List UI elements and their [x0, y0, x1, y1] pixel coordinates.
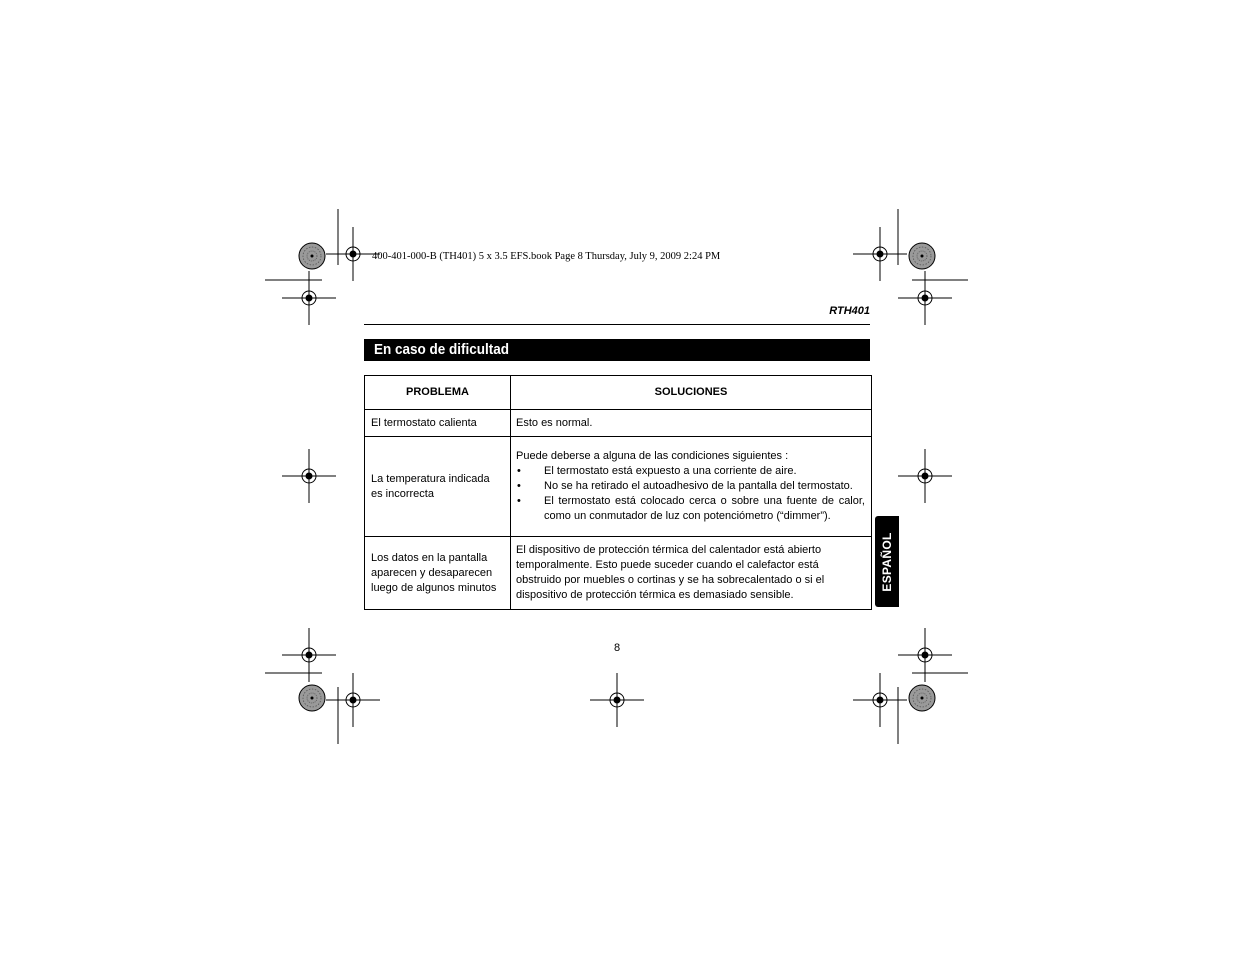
language-tab-label: ESPAÑOL [880, 531, 894, 592]
list-item-text: El termostato está colocado cerca o sobre una fuente de calor, como un conmutador de luz con potenciómetro (“dimmer”). [544, 495, 865, 522]
print-slug: 400-401-000-B (TH401) 5 x 3.5 EFS.book Page 8 Thursday, July 9, 2009 2:24 PM [372, 251, 721, 262]
problem-cell: Los datos en la pantalla aparecen y desaparecen luego de algunos minutos [365, 537, 511, 610]
solution-cell: Esto es normal. [511, 410, 872, 437]
section-title-text: En caso de dificultad [374, 341, 510, 358]
list-item [516, 479, 865, 494]
troubleshooting-table [364, 375, 872, 610]
solution-cell [511, 437, 872, 537]
table-header-row [365, 376, 872, 410]
bullet-icon: • [517, 465, 521, 477]
model-number: RTH401 [829, 305, 870, 317]
problem-cell: La temperatura indicada es incorrecta [365, 437, 511, 537]
bullet-icon: • [517, 480, 521, 492]
header-solutions: SOLUCIONES [511, 376, 872, 410]
header-rule [364, 324, 870, 325]
list-item [516, 494, 865, 524]
bullet-icon: • [517, 495, 521, 507]
table-row [365, 537, 872, 610]
table-row [365, 437, 872, 537]
solution-intro: Puede deberse a alguna de las condiciones siguientes : [516, 450, 789, 462]
page-number: 8 [613, 642, 621, 654]
section-title [364, 339, 870, 361]
list-item-text: El termostato está expuesto a una corriente de aire. [544, 465, 797, 477]
table-row [365, 410, 872, 437]
solution-list [516, 464, 865, 524]
solution-cell: El dispositivo de protección térmica del calentador está abierto temporalmente. Esto puede suceder cuando el calefactor está obstruido por muebles o cortinas y se ha sobrecalentado o si el dispositivo de protección térmica es demasiado sensible. [511, 537, 872, 610]
problem-cell: El termostato calienta [365, 410, 511, 437]
list-item-text: No se ha retirado el autoadhesivo de la pantalla del termostato. [544, 480, 853, 492]
language-tab [875, 516, 899, 607]
header-problem: PROBLEMA [365, 376, 511, 410]
list-item [516, 464, 865, 479]
